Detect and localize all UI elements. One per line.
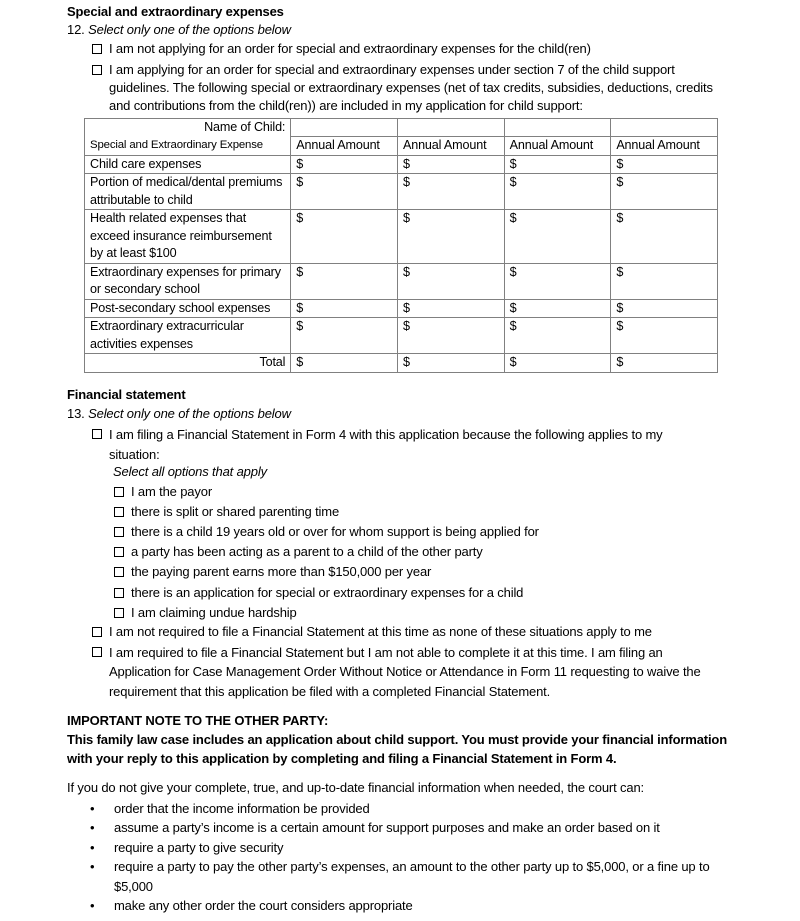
sub-option[interactable] xyxy=(114,584,523,602)
checkbox[interactable] xyxy=(114,487,124,497)
important-note-heading: IMPORTANT NOTE TO THE OTHER PARTY: xyxy=(67,713,329,728)
table-total-row xyxy=(85,354,718,373)
sub-option-label: a party has been acting as a parent to a child of the other party xyxy=(131,544,483,560)
list-item xyxy=(88,818,738,837)
checkbox[interactable] xyxy=(114,507,124,517)
list-item-text: require a party to give security xyxy=(114,839,284,855)
sub-instruction: Select all options that apply xyxy=(113,464,267,479)
dollar-sign: $ xyxy=(616,264,624,279)
option-not-applying[interactable] xyxy=(92,40,732,58)
section-12-heading: Special and extraordinary expenses xyxy=(67,4,284,19)
section-12-number: 12. xyxy=(67,22,85,37)
section-13-prompt xyxy=(67,405,291,423)
option-label: I am not required to file a Financial Statement at this time as none of these situations apply to me xyxy=(109,624,652,639)
sub-option[interactable] xyxy=(114,523,539,541)
name-of-child-label: Name of Child: xyxy=(85,119,291,137)
dollar-sign: $ xyxy=(509,300,517,315)
table-header-row xyxy=(85,137,718,156)
table-row xyxy=(85,210,718,264)
option-unable-to-complete[interactable] xyxy=(92,643,732,701)
total-amount-cell[interactable] xyxy=(397,354,504,373)
amount-cell[interactable] xyxy=(611,174,718,210)
option-filing-financial-statement[interactable] xyxy=(92,425,722,464)
amount-cell[interactable] xyxy=(611,210,718,264)
section-12-instruction: Select only one of the options below xyxy=(88,22,291,37)
dollar-sign: $ xyxy=(402,264,410,279)
dollar-sign: $ xyxy=(296,211,304,225)
sub-option-label: there is a child 19 years old or over for whom support is being applied for xyxy=(131,524,539,540)
expense-column-header: Special and Extraordinary Expense xyxy=(85,137,291,156)
checkbox[interactable] xyxy=(114,567,124,577)
bullet-icon: • xyxy=(90,801,95,816)
amount-cell[interactable] xyxy=(397,299,504,318)
checkbox[interactable] xyxy=(92,647,102,657)
table-row xyxy=(85,318,718,354)
consequences-list xyxy=(88,799,738,915)
annual-amount-header: Annual Amount xyxy=(504,137,611,156)
checkbox[interactable] xyxy=(114,527,124,537)
dollar-sign: $ xyxy=(296,264,304,279)
dollar-sign: $ xyxy=(616,300,624,315)
section-12-prompt xyxy=(67,21,291,39)
checkbox[interactable] xyxy=(114,547,124,557)
dollar-sign: $ xyxy=(509,156,517,171)
dollar-sign: $ xyxy=(509,211,517,225)
dollar-sign: $ xyxy=(509,175,517,189)
total-label: Total xyxy=(85,354,291,373)
list-item-text: make any other order the court considers appropriate xyxy=(114,898,413,914)
expense-label: Extraordinary extracurricular activities expenses xyxy=(85,318,291,354)
amount-cell[interactable] xyxy=(397,318,504,354)
list-item-text: order that the income information be provided xyxy=(114,801,370,816)
option-label: I am required to file a Financial Statement but I am not able to complete it at this time. I am filing an Application for Case Management Order Without Notice or Attendance in Form 11 requesting to waive the requirement that this application be filed with a completed Financial Statement. xyxy=(109,645,701,699)
sub-option[interactable] xyxy=(114,543,483,561)
checkbox[interactable] xyxy=(92,627,102,637)
expense-label: Post-secondary school expenses xyxy=(85,299,291,318)
amount-cell[interactable] xyxy=(291,299,398,318)
list-item xyxy=(88,896,738,915)
table-row xyxy=(85,299,718,318)
checkbox[interactable] xyxy=(114,608,124,618)
option-label: I am applying for an order for special and extraordinary expenses under section 7 of the child support guidelines. The following special or extraordinary expenses (net of tax credits, subsidies, deductions, credits and contributions from the child(ren)) are included in my application for child support: xyxy=(109,62,713,113)
consequences-intro: If you do not give your complete, true, and up-to-date financial information when needed, the court can: xyxy=(67,780,644,795)
child-name-input-2[interactable] xyxy=(397,119,504,137)
dollar-sign: $ xyxy=(616,355,624,369)
sub-option-label: there is an application for special or extraordinary expenses for a child xyxy=(131,584,524,600)
dollar-sign: $ xyxy=(509,264,517,279)
amount-cell[interactable] xyxy=(397,174,504,210)
checkbox[interactable] xyxy=(92,65,102,75)
amount-cell[interactable] xyxy=(397,263,504,299)
option-label: I am not applying for an order for special and extraordinary expenses for the child(ren) xyxy=(109,41,591,56)
checkbox[interactable] xyxy=(114,588,124,598)
dollar-sign: $ xyxy=(402,300,410,315)
sub-option-label: the paying parent earns more than $150,000 per year xyxy=(131,564,432,580)
dollar-sign: $ xyxy=(402,319,410,333)
list-item xyxy=(88,857,738,896)
amount-cell[interactable] xyxy=(291,318,398,354)
dollar-sign: $ xyxy=(509,319,517,333)
amount-cell[interactable] xyxy=(611,299,718,318)
amount-cell[interactable] xyxy=(291,155,398,174)
section-13-instruction: Select only one of the options below xyxy=(88,406,291,421)
dollar-sign: $ xyxy=(296,175,304,189)
sub-option-label: I am claiming undue hardship xyxy=(131,604,297,620)
amount-cell[interactable] xyxy=(397,155,504,174)
list-item-text: require a party to pay the other party’s expenses, an amount to the other party up to $5,000, or a fine up to $5,000 xyxy=(114,859,710,894)
amount-cell[interactable] xyxy=(504,263,611,299)
bullet-icon: • xyxy=(90,820,95,836)
dollar-sign: $ xyxy=(296,156,304,171)
table-name-row xyxy=(85,119,718,137)
amount-cell[interactable] xyxy=(504,210,611,264)
dollar-sign: $ xyxy=(616,156,624,171)
dollar-sign: $ xyxy=(616,319,624,333)
amount-cell[interactable] xyxy=(504,155,611,174)
dollar-sign: $ xyxy=(509,355,517,369)
section-13-heading: Financial statement xyxy=(67,387,186,402)
option-label: I am filing a Financial Statement in Form 4 with this application because the following applies to my situation: xyxy=(109,427,663,462)
amount-cell[interactable] xyxy=(397,210,504,264)
expense-label: Portion of medical/dental premiums attributable to child xyxy=(85,174,291,210)
bullet-icon: • xyxy=(90,859,95,875)
child-name-input-4[interactable] xyxy=(611,119,718,137)
expense-label: Health related expenses that exceed insurance reimbursement by at least $100 xyxy=(85,210,291,264)
important-note-body: This family law case includes an application about child support. You must provide your financial information with your reply to this application by completing and filing a Financial Statement in Form 4. xyxy=(67,732,727,766)
sub-option-label: I am the payor xyxy=(131,484,212,499)
list-item-text: assume a party’s income is a certain amount for support purposes and make an order based on it xyxy=(114,820,660,836)
table-row xyxy=(85,155,718,174)
dollar-sign: $ xyxy=(402,355,410,369)
dollar-sign: $ xyxy=(616,175,624,189)
checkbox[interactable] xyxy=(92,44,102,54)
dollar-sign: $ xyxy=(402,156,410,171)
amount-cell[interactable] xyxy=(611,263,718,299)
sub-option[interactable] xyxy=(114,503,339,521)
table-row xyxy=(85,174,718,210)
option-not-required[interactable] xyxy=(92,623,732,641)
total-amount-cell[interactable] xyxy=(291,354,398,373)
sub-option[interactable] xyxy=(114,483,212,501)
annual-amount-header: Annual Amount xyxy=(291,137,398,156)
checkbox[interactable] xyxy=(92,429,102,439)
amount-cell[interactable] xyxy=(504,299,611,318)
total-amount-cell[interactable] xyxy=(611,354,718,373)
child-name-input-3[interactable] xyxy=(504,119,611,137)
amount-cell[interactable] xyxy=(504,174,611,210)
sub-option[interactable] xyxy=(114,563,431,581)
sub-option-label: there is split or shared parenting time xyxy=(131,504,340,520)
expenses-table xyxy=(84,118,718,373)
bullet-icon: • xyxy=(90,839,95,855)
dollar-sign: $ xyxy=(402,175,410,189)
dollar-sign: $ xyxy=(296,319,304,333)
section-13-number: 13. xyxy=(67,406,85,421)
table-row xyxy=(85,263,718,299)
amount-cell[interactable] xyxy=(504,318,611,354)
sub-option[interactable] xyxy=(114,604,297,622)
expense-label: Extraordinary expenses for primary or secondary school xyxy=(85,263,291,299)
dollar-sign: $ xyxy=(402,211,410,225)
bullet-icon: • xyxy=(90,898,95,914)
dollar-sign: $ xyxy=(616,211,624,225)
child-name-input-1[interactable] xyxy=(291,119,398,137)
dollar-sign: $ xyxy=(296,355,304,369)
dollar-sign: $ xyxy=(296,300,304,315)
amount-cell[interactable] xyxy=(291,210,398,264)
option-applying[interactable] xyxy=(92,61,722,115)
amount-cell[interactable] xyxy=(291,263,398,299)
amount-cell[interactable] xyxy=(611,155,718,174)
annual-amount-header: Annual Amount xyxy=(611,137,718,156)
amount-cell[interactable] xyxy=(611,318,718,354)
total-amount-cell[interactable] xyxy=(504,354,611,373)
list-item xyxy=(88,838,738,857)
annual-amount-header: Annual Amount xyxy=(397,137,504,156)
amount-cell[interactable] xyxy=(291,174,398,210)
expense-label: Child care expenses xyxy=(85,155,291,174)
list-item xyxy=(88,799,738,818)
